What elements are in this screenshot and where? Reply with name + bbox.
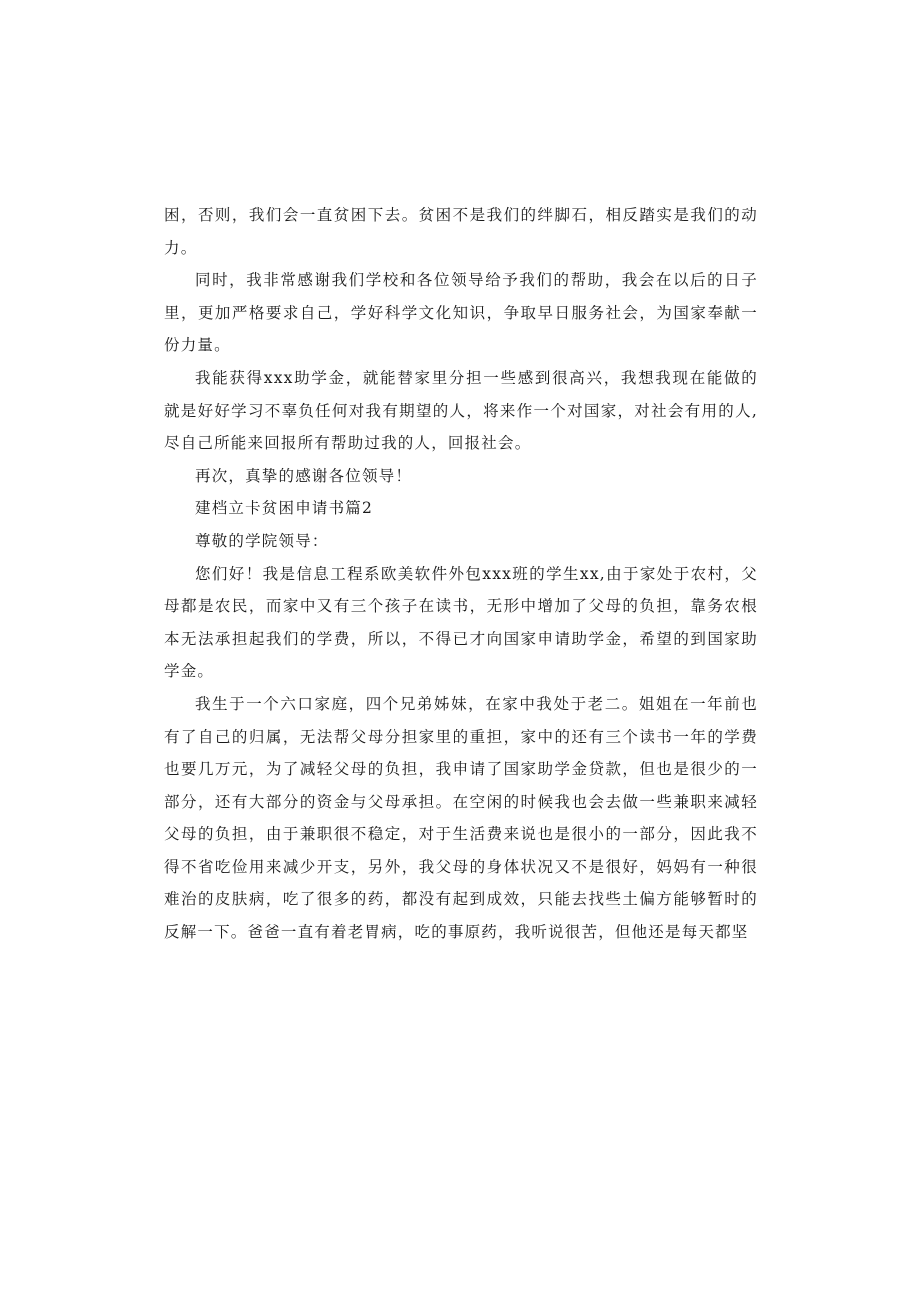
section-heading: 建档立卡贫困申请书篇2	[195, 499, 374, 518]
document-body	[164, 199, 758, 949]
paragraph-thanks-school: 同时，我非常感谢我们学校和各位领导给予我们的帮助，我会在以后的日子里，更加严格要求自己，学好科学文化知识，争取早日服务社会，为国家奉献一份力量。	[164, 271, 758, 355]
paragraph-scholarship: 我能获得xxx助学金，就能替家里分担一些感到很高兴，我想我现在能做的就是好好学习不辜负任何对我有期望的人，将来作一个对国家，对社会有用的人,尽自己所能来回报所有帮助过我的人，回报社会。	[164, 368, 758, 453]
paragraph-closing-thanks: 再次，真挚的感谢各位领导！	[195, 466, 413, 485]
paragraph-family-situation: 我生于一个六口家庭，四个兄弟姊妹，在家中我处于老二。姐姐在一年前也有了自己的归属，无法帮父母分担家里的重担，家中的还有三个读书一年的学费也要几万元，为了减轻父母的负担，我申请了国家助学金贷款，但也是很少的一部分，还有大部分的资金与父母承担。在空闲的时候我也会去做一些兼职来减轻父母的负担，由于兼职很不稳定，对于生活费来说也是很小的一部分，因此我不得不省吃俭用来减少开支，另外，我父母的身体状况又不是很好，妈妈有一种很难治的皮肤病，吃了很多的药，都没有起到成效，只能去找些土偏方能够暂时的反解一下。爸爸一直有着老胃病，吃的事原药，我听说很苦，但他还是每天都坚	[164, 694, 758, 942]
paragraph-greeting: 您们好！我是信息工程系欧美软件外包xxx班的学生xx,由于家处于农村，父母都是农民，而家中又有三个孩子在读书，无形中增加了父母的负担，靠务农根本无法承担起我们的学费，所以，不得已才向国家申请助学金，希望的到国家助学金。	[164, 564, 758, 681]
paragraph-continuation: 困，否则，我们会一直贫困下去。贫困不是我们的绊脚石，相反踏实是我们的动力。	[164, 206, 758, 257]
salutation: 尊敬的学院领导：	[195, 531, 329, 550]
